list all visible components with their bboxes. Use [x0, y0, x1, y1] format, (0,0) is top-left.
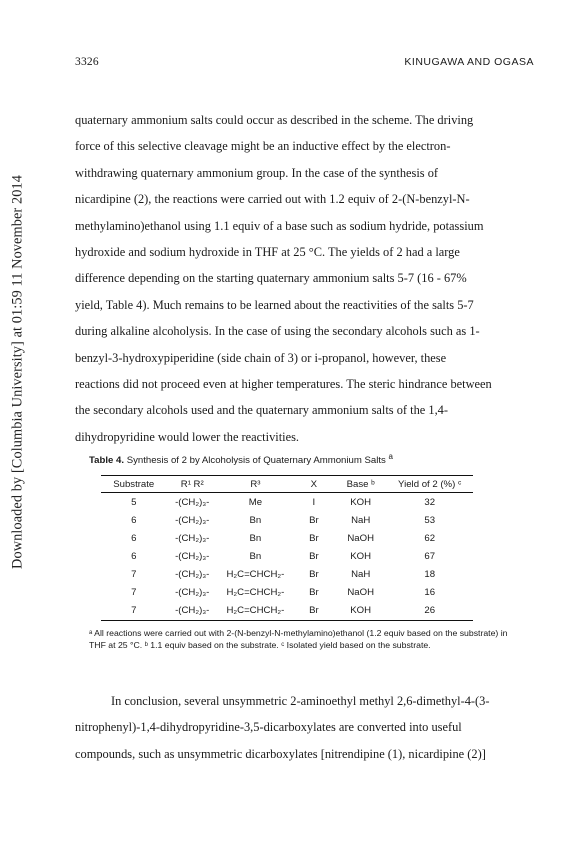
table-cell: -(CH₂)₃- — [175, 605, 210, 617]
table-cell: -(CH₂)₃- — [175, 514, 210, 526]
body-line: dihydropyridine would lower the reactivities. — [75, 429, 300, 444]
body-line: reactions did not proceed even at higher temperatures. The steric hindrance between — [75, 377, 492, 392]
table-caption-mark: a — [388, 452, 393, 461]
table-row — [101, 493, 473, 512]
body-line: nicardipine (2), the reactions were carried out with 1.2 equiv of 2-(N-benzyl-N- — [75, 192, 470, 207]
table-cell: 7 — [131, 569, 137, 581]
conclusion-line: compounds, such as unsymmetric dicarboxylates [nitrendipine (1), nicardipine (2)] — [75, 746, 486, 761]
table-row — [101, 584, 473, 602]
table-cell: NaH — [351, 569, 371, 581]
download-watermark — [8, 112, 28, 632]
table-cell: Bn — [249, 532, 262, 544]
table-cell: Br — [309, 605, 319, 617]
body-line: difference depending on the starting quaternary ammonium salts 5-7 (16 - 67% — [75, 271, 467, 286]
table-cell: I — [312, 496, 316, 508]
table-cell: NaOH — [347, 587, 374, 599]
page-number: 3326 — [75, 56, 99, 68]
table-row — [101, 511, 473, 529]
col-header: R³ — [250, 479, 261, 491]
table-cell: 7 — [131, 587, 137, 599]
yield-table — [101, 475, 473, 621]
table-cell: H₂C=CHCH₂- — [226, 569, 285, 581]
table-cell: KOH — [350, 605, 372, 617]
conclusion-line: nitrophenyl)-1,4-dihydropyridine-3,5-dicarboxylates are converted into useful — [75, 720, 462, 735]
col-header: Base ᵇ — [346, 479, 375, 491]
table-cell: 5 — [131, 496, 137, 508]
body-paragraph — [75, 107, 535, 450]
table-cell: Br — [309, 587, 319, 599]
body-line: withdrawing quaternary ammonium group. In the case of the synthesis of — [75, 165, 439, 180]
table-caption-label: Table 4. — [89, 455, 125, 467]
body-line: yield, Table 4). Much remains to be learned about the reactivities of the salts 5-7 — [75, 297, 474, 312]
table-row — [101, 529, 473, 547]
conclusion-paragraph — [75, 688, 535, 767]
table-cell: -(CH₂)₃- — [175, 569, 210, 581]
body-line: the secondary alcohols used and the quaternary ammonium salts of the 1,4- — [75, 403, 448, 418]
table-row — [101, 547, 473, 565]
table-cell: 16 — [424, 587, 436, 599]
table-row — [101, 566, 473, 584]
table-cell: -(CH₂)₃- — [175, 496, 210, 508]
table-cell: Bn — [249, 551, 262, 563]
col-header: Substrate — [113, 479, 155, 491]
body-line: quaternary ammonium salts could occur as described in the scheme. The driving — [75, 113, 474, 127]
table-cell: KOH — [350, 551, 372, 563]
table-cell: 6 — [131, 514, 137, 526]
body-line: benzyl-3-hydroxypiperidine (side chain of 3) or i-propanol, however, these — [75, 350, 447, 365]
page-header — [75, 56, 534, 68]
table-cell: KOH — [350, 496, 372, 508]
table-cell: H₂C=CHCH₂- — [226, 587, 285, 599]
table-cell: Me — [248, 496, 263, 508]
table-cell: -(CH₂)₃- — [175, 587, 210, 599]
table-cell: 53 — [424, 514, 436, 526]
table-4-block — [89, 452, 521, 651]
table-cell: Br — [309, 551, 319, 563]
table-cell: 67 — [424, 551, 436, 563]
table-cell: 6 — [131, 532, 137, 544]
col-header: Yield of 2 (%) ᶜ — [398, 479, 462, 491]
col-header: R¹ R² — [180, 479, 204, 491]
table-cell: -(CH₂)₃- — [175, 532, 210, 544]
table-cell: -(CH₂)₃- — [175, 551, 210, 563]
table-cell: NaOH — [347, 532, 374, 544]
table-caption-text: Synthesis of 2 by Alcoholysis of Quaternary Ammonium Salts — [126, 455, 386, 467]
body-line: hydroxide and sodium hydroxide in THF at 25 °C. The yields of 2 had a large — [75, 245, 460, 260]
table-cell: 6 — [131, 551, 137, 563]
conclusion-line: In conclusion, several unsymmetric 2-aminoethyl methyl 2,6-dimethyl-4-(3- — [111, 694, 490, 708]
download-watermark-text: Downloaded by [Columbia University] at 01:59 11 November 2014 — [9, 175, 26, 569]
table-cell: 7 — [131, 605, 137, 617]
table-cell: NaH — [351, 514, 371, 526]
table-footnotes: ᵃ All reactions were carried out with 2-(N-benzyl-N-methylamino)ethanol (1.2 equiv based on the substrate) in THF at 25 °C. ᵇ 1.1 equiv based on the substrate. ᶜ Isolated yield based on the substrate. — [89, 627, 508, 650]
body-line: methylamino)ethanol using 1.1 equiv of a base such as sodium hydride, potassium — [75, 218, 484, 233]
table-cell: 32 — [424, 496, 436, 508]
body-line: during alkaline alcoholysis. In the case of using the secondary alcohols such as 1- — [75, 324, 480, 339]
table-header-row — [101, 476, 473, 493]
table-row — [101, 602, 473, 621]
running-head: KINUGAWA AND OGASA — [404, 56, 534, 68]
table-cell: 18 — [424, 569, 436, 581]
table-cell: Br — [309, 532, 319, 544]
table-cell: Br — [309, 514, 319, 526]
table-cell: 62 — [424, 532, 436, 544]
table-caption — [89, 452, 521, 466]
col-header: X — [310, 479, 318, 491]
table-cell: 26 — [424, 605, 436, 617]
table-cell: H₂C=CHCH₂- — [226, 605, 285, 617]
table-cell: Br — [309, 569, 319, 581]
table-cell: Bn — [249, 514, 262, 526]
body-line: force of this selective cleavage might be an inductive effect by the electron- — [75, 139, 451, 154]
